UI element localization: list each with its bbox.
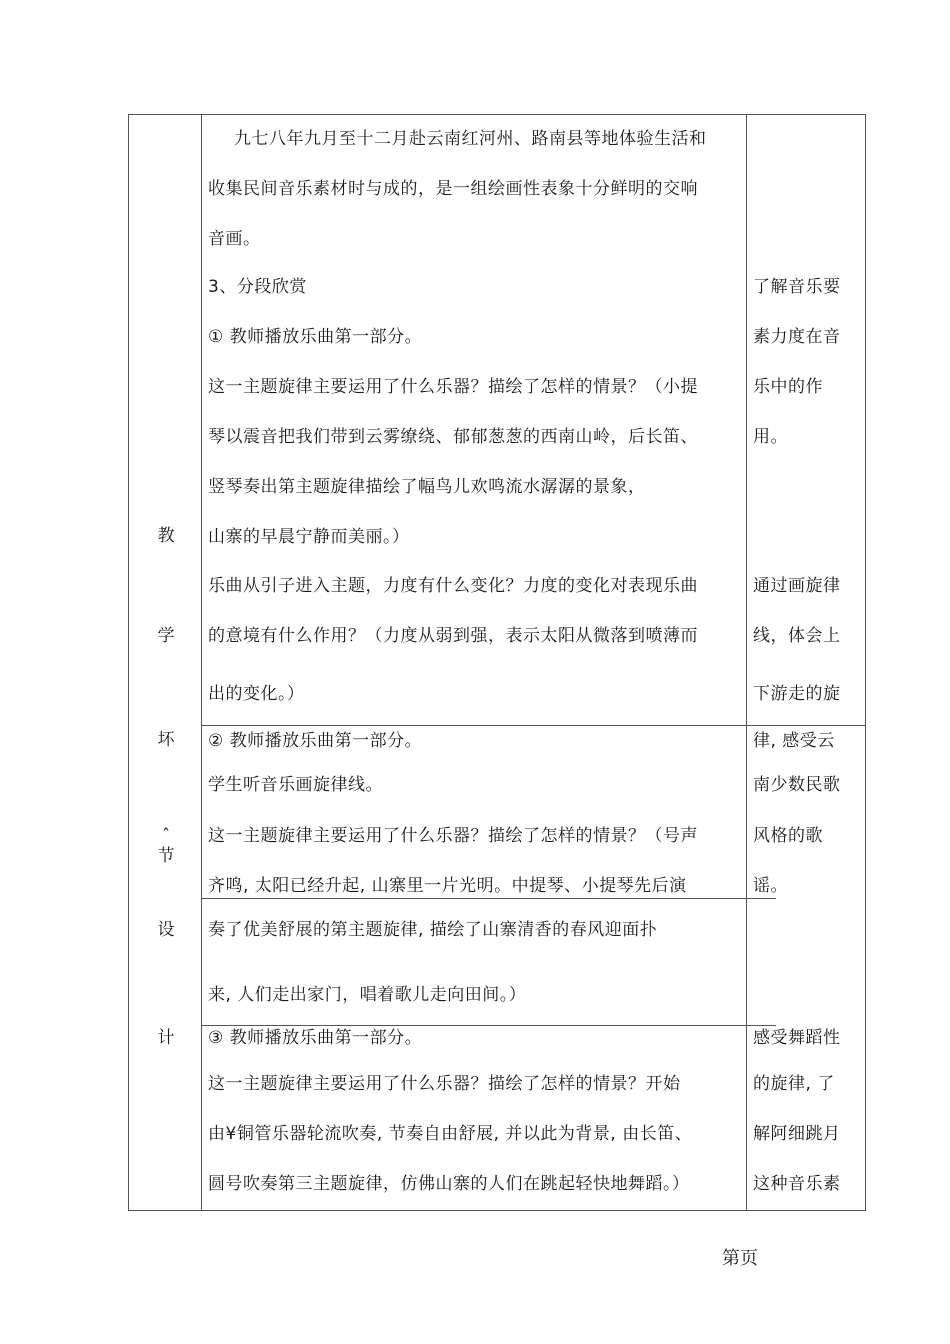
content-line: 这一主题旋律主要运用了什么乐器？描绘了怎样的情景？（小提	[208, 377, 698, 397]
content-line: 乐曲从引子进入主题，力度有什么变化？力度的变化对表现乐曲	[208, 576, 698, 596]
content-line: 来, 人们走出家门，唱着歌儿走向田间。）	[208, 985, 527, 1005]
section-label-char: 学	[157, 626, 175, 646]
content-line: 3、分段欣赏	[208, 277, 307, 297]
row-divider-3	[201, 1025, 776, 1026]
content-line: 山寨的早晨宁静而美丽。）	[208, 527, 410, 547]
table-border-right	[865, 114, 866, 1211]
note-line: 解阿细跳月	[753, 1124, 841, 1144]
section-label-char: 坏	[157, 730, 175, 750]
content-line: 音画。	[208, 229, 261, 249]
content-line: 出的变化。）	[208, 684, 305, 704]
note-line: 了解音乐要	[753, 277, 841, 297]
page-number-label: 第页	[722, 1248, 758, 1269]
content-line: 学生听音乐画旋律线。	[208, 775, 383, 795]
content-line: 奏了优美舒展的第主题旋律, 描绘了山寨清香的春风迎面扑	[208, 920, 658, 940]
section-label-char: 计	[157, 1028, 175, 1048]
content-line: 这一主题旋律主要运用了什么乐器？描绘了怎样的情景？（号声	[208, 826, 698, 846]
note-line: 乐中的作	[753, 377, 823, 397]
content-line: 齐鸣, 太阳已经升起, 山寨里一片光明。中提琴、小提琴先后演	[208, 876, 687, 896]
note-line: 线，体会上	[753, 626, 841, 646]
note-line: 南少数民歌	[753, 775, 841, 795]
table-border-left	[128, 114, 129, 1211]
content-line: ② 教师播放乐曲第一部分。	[208, 731, 423, 751]
note-line: 感受舞蹈性	[753, 1028, 841, 1048]
content-line: 琴以震音把我们带到云雾缭绕、郁郁葱葱的西南山岭，后长笛、	[208, 427, 698, 447]
note-line: 风格的歌	[753, 826, 823, 846]
row-divider-1	[201, 725, 866, 726]
note-line: 素力度在音	[753, 327, 841, 347]
content-line: 的意境有什么作用？（力度从弱到强，表示太阳从微落到喷薄而	[208, 626, 698, 646]
table-border-bottom	[128, 1210, 866, 1211]
note-line: 通过画旋律	[753, 576, 841, 596]
content-line: 竖琴奏出第主题旋律描绘了幅鸟儿欢鸣流水潺潺的景象，	[208, 477, 646, 497]
section-label-char: ˆ节	[157, 826, 175, 866]
content-line: 由¥铜管乐器轮流吹奏, 节奏自由舒展, 并以此为背景, 由长笛、	[208, 1124, 693, 1144]
content-line: 九七八年九月至十二月赴云南红河州、路南县等地体验生活和	[234, 129, 707, 149]
content-line: ③ 教师播放乐曲第一部分。	[208, 1028, 423, 1048]
content-line: 收集民间音乐素材时与成的，是一组绘画性表象十分鲜明的交响	[208, 179, 698, 199]
note-line: 律, 感受云	[753, 731, 835, 751]
note-line: 谣。	[753, 876, 788, 896]
note-line: 的旋律, 了	[753, 1074, 835, 1094]
note-line: 下游走的旋	[753, 684, 841, 704]
table-border-top	[128, 114, 866, 115]
note-line: 这种音乐素	[753, 1174, 841, 1194]
section-label-char: 教	[157, 526, 175, 546]
content-line: ① 教师播放乐曲第一部分。	[208, 327, 423, 347]
content-line: 圆号吹奏第三主题旋律，仿佛山寨的人们在跳起轻快地舞蹈。）	[208, 1174, 690, 1194]
content-line: 这一主题旋律主要运用了什么乐器？描绘了怎样的情景？开始	[208, 1074, 681, 1094]
column-divider-2	[746, 114, 747, 1211]
section-label-char: 设	[157, 920, 175, 940]
note-line: 用。	[753, 427, 788, 447]
row-divider-2	[201, 898, 776, 899]
column-divider-1	[201, 114, 202, 1211]
